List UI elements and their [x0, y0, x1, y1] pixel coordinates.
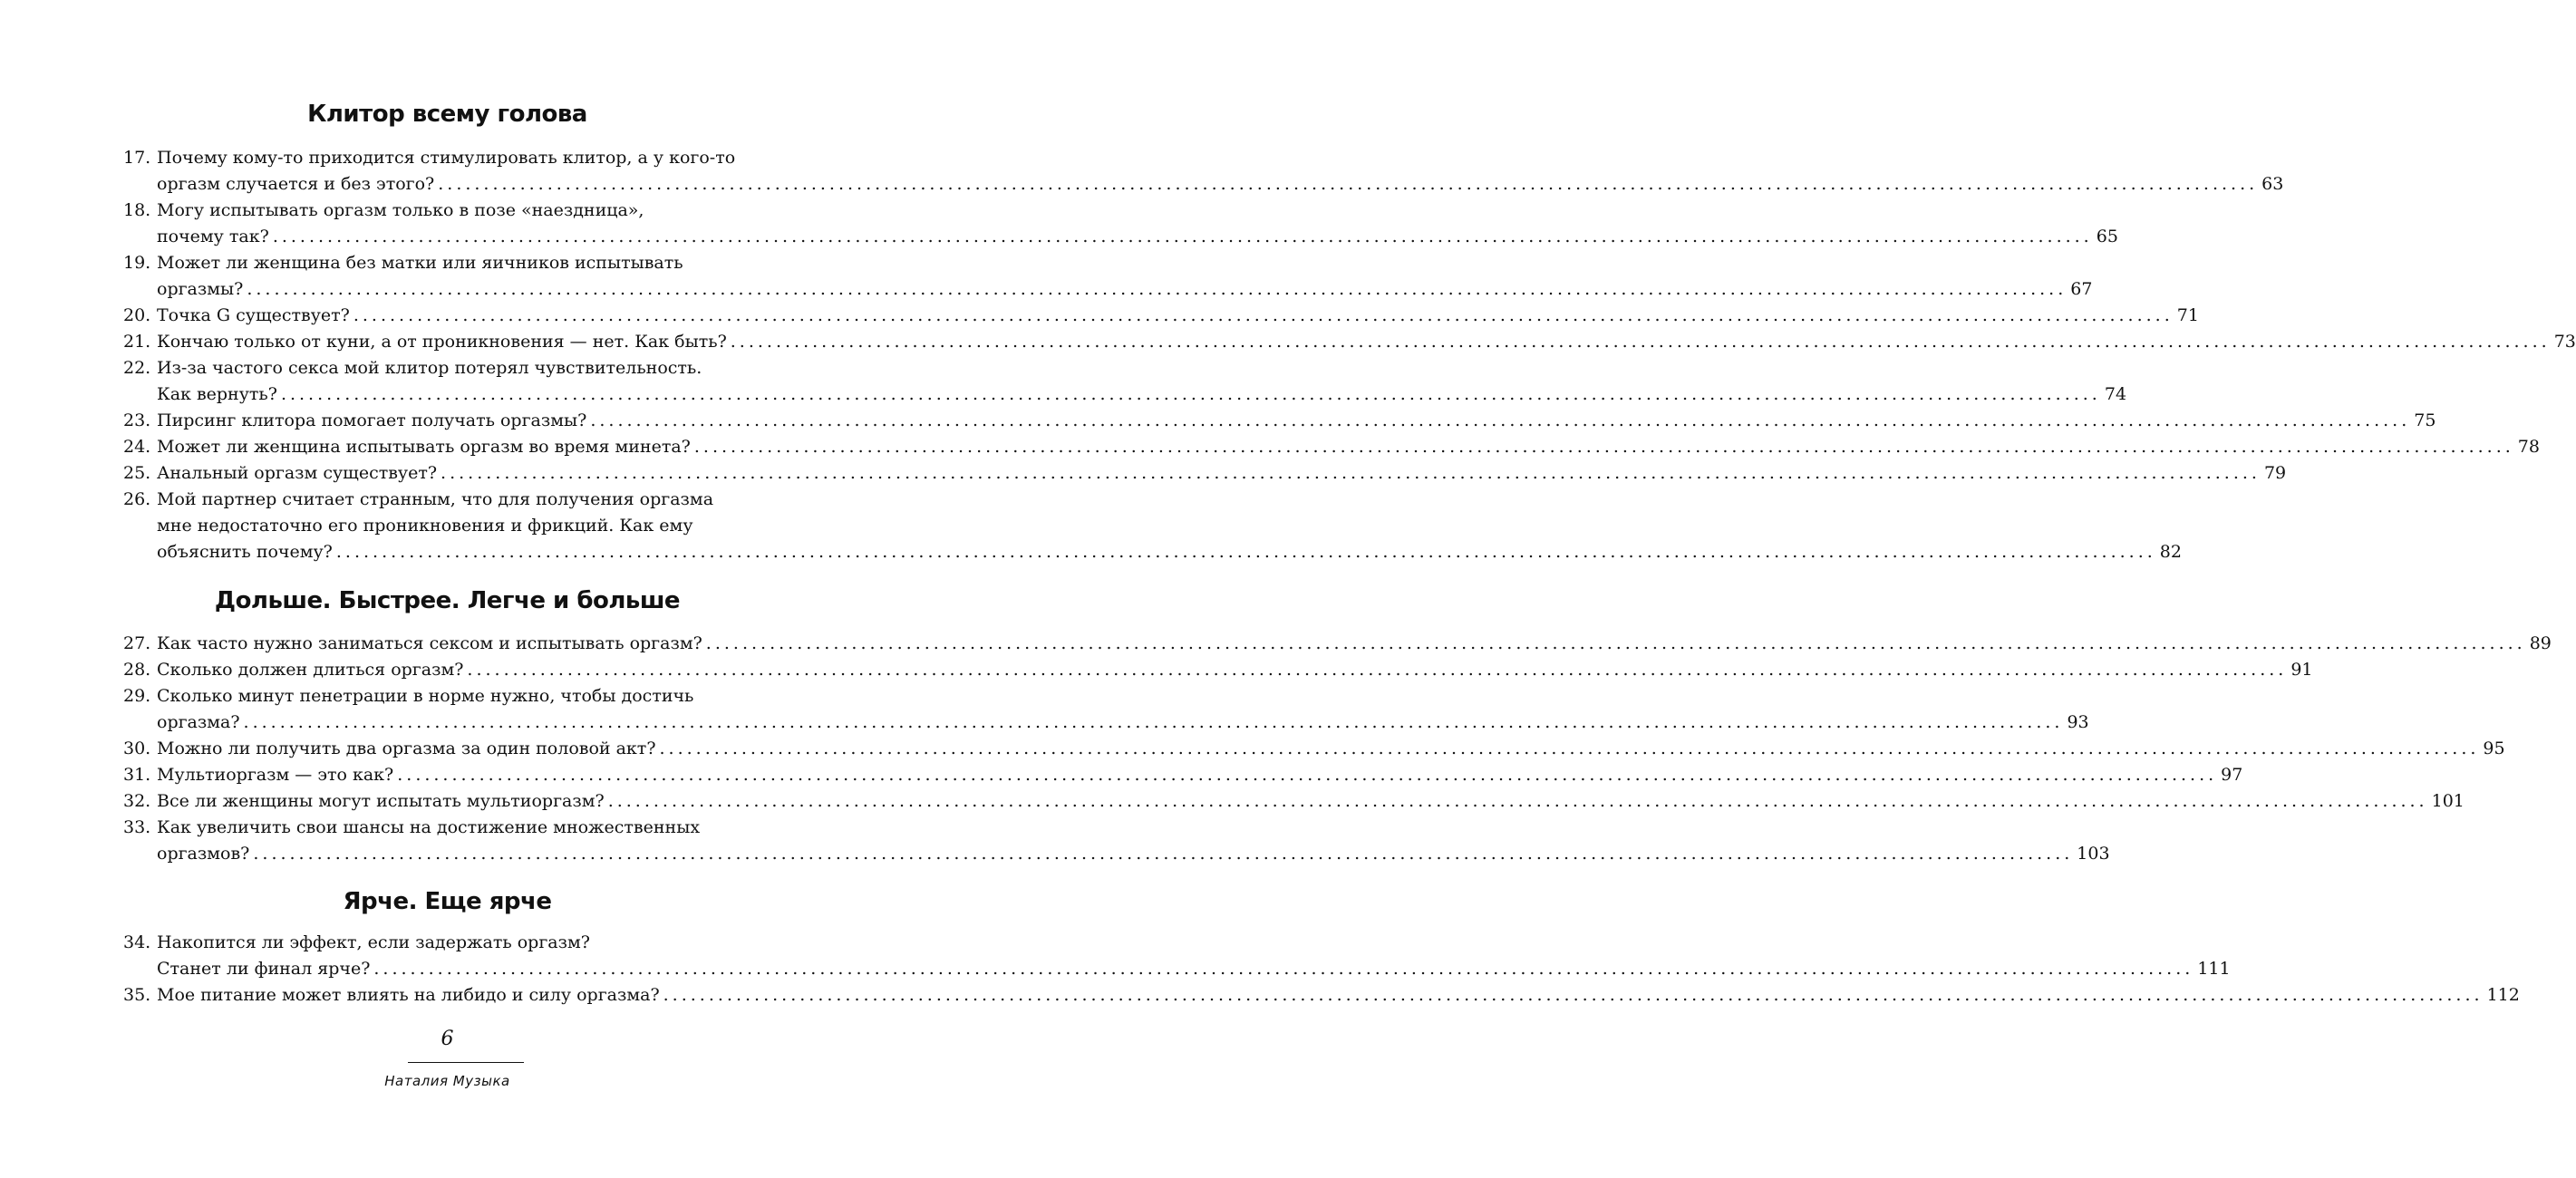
section-title: Клитор всему голова — [307, 101, 587, 128]
toc-entry-page: 111 — [2197, 959, 2231, 979]
dot-leader: ........................................................................................................................................................................................................ — [247, 279, 2068, 299]
toc-entry-line — [0, 198, 895, 224]
toc-entry-page: 97 — [2221, 765, 2243, 785]
section-title: Ярче. Еще ярче — [343, 888, 552, 915]
toc-entry-line — [0, 631, 2552, 657]
dot-leader: ........................................................................................................................................................................................................ — [705, 633, 2526, 653]
toc-entry-text: Сколько минут пенетрации в норме нужно, чтобы достичь — [157, 686, 694, 706]
toc-entry-line — [0, 408, 2436, 434]
toc-entry-line — [0, 303, 2199, 329]
toc-entry — [0, 198, 2118, 250]
toc-entry — [0, 487, 2182, 565]
toc-entry-page: 73 — [2553, 332, 2576, 352]
toc-entry-leader-row — [157, 788, 2465, 815]
toc-entry-leader-row — [157, 982, 2520, 1009]
toc-entry-text: Анальный оргазм существует? — [157, 463, 438, 483]
toc-entry-number: 30. — [123, 739, 151, 758]
toc-entry — [0, 762, 2243, 788]
toc-entry-line — [0, 762, 2243, 788]
dot-leader: ........................................................................................................................................................................................................ — [693, 437, 2514, 457]
toc-entry-line — [0, 736, 2505, 762]
toc-entry-leader-row — [157, 434, 2540, 460]
toc-entry-line — [0, 224, 2118, 250]
toc-entry-line — [0, 171, 2284, 198]
page-number: 6 — [441, 1028, 454, 1050]
toc-entry-number: 31. — [123, 765, 151, 785]
toc-entry — [0, 657, 2313, 683]
toc-entry — [0, 145, 2284, 198]
toc-entry — [0, 930, 2231, 982]
toc-entry-text: Сколько должен длиться оргазм? — [157, 660, 464, 680]
toc-entry-text: Кончаю только от куни, а от проникновения — нет. Как быть? — [157, 332, 727, 352]
toc-entry-text: Мультиоргазм — это как? — [157, 765, 394, 785]
toc-entry-page: 79 — [2263, 463, 2287, 483]
toc-entry-number: 26. — [123, 489, 151, 509]
toc-entry-line — [0, 145, 895, 171]
dot-leader: ........................................................................................................................................................................................................ — [335, 542, 2156, 562]
toc-entry-text: оргазм случается и без этого? — [157, 174, 435, 194]
toc-entry — [0, 736, 2505, 762]
toc-entry-text: Из-за частого секса мой клитор потерял чувствительность. — [157, 358, 702, 378]
dot-leader: ........................................................................................................................................................................................................ — [441, 463, 2261, 483]
toc-entry-line — [0, 930, 895, 956]
toc-entry-leader-row — [157, 276, 2093, 303]
toc-entry-number: 19. — [123, 253, 151, 273]
toc-entry-number: 22. — [123, 358, 151, 378]
toc-entry-text: Как вернуть? — [157, 384, 277, 404]
toc-section-1 — [0, 145, 2576, 565]
toc-entry-line — [0, 683, 895, 710]
toc-entry-number: 33. — [123, 817, 151, 837]
toc-entry-leader-row — [157, 408, 2436, 434]
toc-entry-number: 28. — [123, 660, 151, 680]
toc-entry — [0, 329, 2576, 355]
toc-entry-number: 35. — [123, 985, 151, 1005]
toc-entry-text: Как часто нужно заниматься сексом и испытывать оргазм? — [157, 633, 702, 653]
toc-entry-line — [0, 460, 2287, 487]
toc-entry — [0, 250, 2093, 303]
toc-entry-text: Могу испытывать оргазм только в позе «наездница», — [157, 200, 644, 220]
toc-entry-page: 71 — [2176, 305, 2199, 325]
toc-entry-number: 24. — [123, 437, 151, 457]
toc-entry-leader-row — [157, 224, 2118, 250]
toc-entry-line — [0, 815, 895, 841]
toc-entry-leader-row — [157, 303, 2199, 329]
toc-entry-line — [0, 250, 895, 276]
toc-entry — [0, 408, 2436, 434]
toc-entry-page: 101 — [2431, 791, 2465, 811]
toc-entry-leader-row — [157, 710, 2089, 736]
toc-entry-page: 63 — [2261, 174, 2284, 194]
toc-entry-page: 67 — [2070, 279, 2093, 299]
toc-entry-page: 75 — [2414, 410, 2436, 430]
dot-leader: ........................................................................................................................................................................................................ — [397, 765, 2218, 785]
toc-entry-page: 112 — [2486, 985, 2520, 1005]
toc-entry-text: объяснить почему? — [157, 542, 333, 562]
toc-entry-page: 103 — [2077, 844, 2110, 864]
toc-entry-line — [0, 276, 2093, 303]
toc-entry-line — [0, 355, 895, 381]
toc-entry-text: Может ли женщина без матки или яичников испытывать — [157, 253, 683, 273]
toc-entry-leader-row — [157, 657, 2313, 683]
toc-entry — [0, 631, 2552, 657]
toc-entry-page: 95 — [2483, 739, 2505, 758]
toc-entry-line — [0, 539, 2182, 565]
section-title: Дольше. Быстрее. Легче и больше — [214, 587, 681, 614]
toc-entry-number: 27. — [123, 633, 151, 653]
toc-entry-text: Мой партнер считает странным, что для получения оргазма — [157, 489, 714, 509]
toc-entry-leader-row — [157, 956, 2231, 982]
toc-entry-number: 20. — [123, 305, 151, 325]
dot-leader: ........................................................................................................................................................................................................ — [607, 791, 2428, 811]
toc-entry-number: 23. — [123, 410, 151, 430]
toc-entry — [0, 683, 2089, 736]
toc-entry-number: 18. — [123, 200, 151, 220]
toc-entry-text: Мое питание может влиять на либидо и силу оргазма? — [157, 985, 660, 1005]
toc-entry-line — [0, 487, 895, 513]
dot-leader: ........................................................................................................................................................................................................ — [663, 985, 2484, 1005]
toc-entry-line — [0, 657, 2313, 683]
toc-entry-text: оргазмов? — [157, 844, 250, 864]
toc-entry-number: 25. — [123, 463, 151, 483]
toc-entry-page: 74 — [2104, 384, 2127, 404]
toc-entry-page: 82 — [2159, 542, 2182, 562]
running-footer-author: Наталия Музыка — [384, 1073, 510, 1089]
toc-section-2 — [0, 631, 2552, 867]
toc-entry-line — [0, 841, 2110, 867]
toc-entry-leader-row — [157, 539, 2182, 565]
toc-entry-text: оргазма? — [157, 712, 240, 732]
toc-entry — [0, 355, 2127, 408]
toc-entry-number: 34. — [123, 932, 151, 952]
toc-entry-line — [0, 434, 2540, 460]
toc-entry-line — [0, 956, 2231, 982]
toc-entry-text: оргазмы? — [157, 279, 244, 299]
toc-entry-leader-row — [157, 381, 2127, 408]
toc-entry-number: 21. — [123, 332, 151, 352]
toc-entry-number: 29. — [123, 686, 151, 706]
toc-entry-text: Точка G существует? — [157, 305, 350, 325]
toc-entry-text: Можно ли получить два оргазма за один половой акт? — [157, 739, 656, 758]
footer-rule — [408, 1062, 524, 1063]
toc-entry-page: 93 — [2067, 712, 2089, 732]
toc-entry-page: 65 — [2096, 227, 2118, 246]
dot-leader: ........................................................................................................................................................................................................ — [659, 739, 2480, 758]
toc-entry-leader-row — [157, 460, 2287, 487]
toc-entry-leader-row — [157, 736, 2505, 762]
dot-leader: ........................................................................................................................................................................................................ — [590, 410, 2411, 430]
toc-entry-leader-row — [157, 631, 2552, 657]
toc-entry-leader-row — [157, 762, 2243, 788]
toc-entry-page: 78 — [2517, 437, 2540, 457]
toc-entry-leader-row — [157, 841, 2110, 867]
dot-leader: ........................................................................................................................................................................................................ — [280, 384, 2101, 404]
toc-entry-text: Накопится ли эффект, если задержать оргазм? — [157, 932, 590, 952]
toc-entry — [0, 815, 2110, 867]
toc-entry-line — [0, 513, 895, 539]
toc-entry-leader-row — [157, 171, 2284, 198]
dot-leader: ........................................................................................................................................................................................................ — [438, 174, 2259, 194]
toc-entry-line — [0, 788, 2465, 815]
dot-leader: ........................................................................................................................................................................................................ — [373, 959, 2194, 979]
toc-entry-number: 32. — [123, 791, 151, 811]
toc-entry — [0, 460, 2287, 487]
toc-entry-line — [0, 710, 2089, 736]
toc-entry-page: 91 — [2290, 660, 2313, 680]
toc-entry-line — [0, 381, 2127, 408]
toc-entry-text: Может ли женщина испытывать оргазм во время минета? — [157, 437, 691, 457]
toc-entry — [0, 788, 2465, 815]
toc-entry-text: Все ли женщины могут испытать мультиоргазм? — [157, 791, 605, 811]
toc-entry-text: Станет ли финал ярче? — [157, 959, 371, 979]
toc-entry-text: Пирсинг клитора помогает получать оргазмы? — [157, 410, 587, 430]
toc-entry-page: 89 — [2529, 633, 2552, 653]
toc-entry-text: почему так? — [157, 227, 269, 246]
toc-entry-text: Почему кому-то приходится стимулировать клитор, а у кого-то — [157, 148, 736, 168]
dot-leader: ........................................................................................................................................................................................................ — [467, 660, 2288, 680]
toc-entry-line — [0, 329, 2576, 355]
dot-leader: ........................................................................................................................................................................................................ — [243, 712, 2064, 732]
toc-entry — [0, 434, 2540, 460]
toc-entry — [0, 982, 2520, 1009]
toc-entry-text: Как увеличить свои шансы на достижение множественных — [157, 817, 701, 837]
dot-leader: ........................................................................................................................................................................................................ — [730, 332, 2551, 352]
toc-section-3 — [0, 930, 2520, 1009]
dot-leader: ........................................................................................................................................................................................................ — [272, 227, 2093, 246]
dot-leader: ........................................................................................................................................................................................................ — [353, 305, 2174, 325]
toc-entry-line — [0, 982, 2520, 1009]
toc-entry-leader-row — [157, 329, 2576, 355]
toc-entry-number: 17. — [123, 148, 151, 168]
toc-entry — [0, 303, 2199, 329]
dot-leader: ........................................................................................................................................................................................................ — [253, 844, 2074, 864]
toc-entry-text: мне недостаточно его проникновения и фрикций. Как ему — [157, 516, 693, 536]
